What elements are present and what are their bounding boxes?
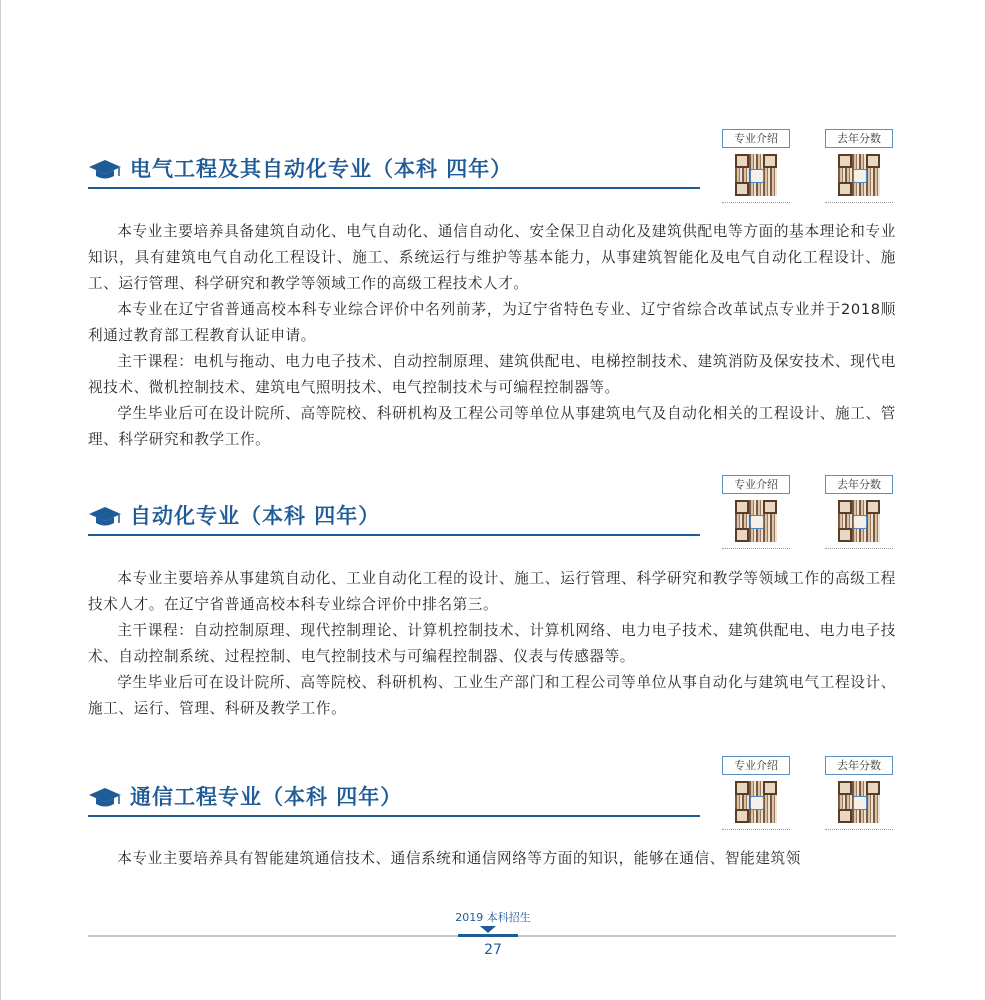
paragraph: 学生毕业后可在设计院所、高等院校、科研机构及工程公司等单位从事建筑电气及自动化相关的工程设计、施工、管理、科学研究和教学工作。 (88, 405, 896, 448)
qr-label: 专业介绍 (722, 756, 790, 775)
title-underline (88, 187, 700, 189)
qr-label: 专业介绍 (722, 129, 790, 148)
qr-major-intro[interactable] (722, 475, 790, 549)
qr-label: 专业介绍 (722, 475, 790, 494)
paragraph: 本专业主要培养从事建筑自动化、工业自动化工程的设计、施工、运行管理、科学研究和教学等领域工作的高级工程技术人才。在辽宁省普通高校本科专业综合评价中排名第三。 (88, 570, 896, 613)
title-underline (88, 815, 700, 817)
graduation-cap-icon (88, 787, 122, 809)
qr-last-year-scores[interactable] (825, 756, 893, 830)
paragraph: 本专业主要培养具有智能建筑通信技术、通信系统和通信网络等方面的知识，能够在通信、智能建筑领 (117, 850, 801, 867)
page-border-left (0, 0, 1, 1000)
section-title-row (88, 153, 700, 189)
footer-caption: 2019 本科招生 (455, 911, 531, 924)
graduation-cap-icon (88, 506, 122, 528)
qr-major-intro[interactable] (722, 129, 790, 203)
paragraph: 主干课程：电机与拖动、电力电子技术、自动控制原理、建筑供配电、电梯控制技术、建筑消防及保安技术、现代电视技术、微机控制技术、建筑电气照明技术、电气控制技术与可编程控制器等。 (88, 353, 896, 396)
section-title-row (88, 781, 700, 817)
paragraph: 学生毕业后可在设计院所、高等院校、科研机构、工业生产部门和工程公司等单位从事自动化与建筑电气工程设计、施工、运行、管理、科研及教学工作。 (88, 674, 896, 717)
section-title: 通信工程专业（本科 四年） (130, 785, 403, 809)
paragraph: 主干课程：自动控制原理、现代控制理论、计算机控制技术、计算机网络、电力电子技术、建筑供配电、电力电子技术、自动控制系统、过程控制、电气控制技术与可编程控制器、仪表与传感器等。 (88, 622, 896, 665)
qr-last-year-scores[interactable] (825, 129, 893, 203)
qr-code-icon[interactable] (735, 781, 777, 823)
qr-last-year-scores[interactable] (825, 475, 893, 549)
dotted-divider (825, 548, 893, 549)
qr-code-icon[interactable] (838, 781, 880, 823)
qr-code-icon[interactable] (838, 154, 880, 196)
dotted-divider (722, 548, 790, 549)
qr-label: 去年分数 (825, 756, 893, 775)
dotted-divider (722, 829, 790, 830)
paragraph: 本专业主要培养具备建筑自动化、电气自动化、通信自动化、安全保卫自动化及建筑供配电等方面的基本理论和专业知识，具有建筑电气自动化工程设计、施工、系统运行与维护等基本能力，从事建筑智能化及电气自动化工程设计、施工、运行管理、科学研究和教学等领域工作的高级工程技术人才。 (88, 223, 896, 292)
triangle-down-icon (480, 926, 496, 933)
section-title: 自动化专业（本科 四年） (130, 504, 381, 528)
qr-label: 去年分数 (825, 129, 893, 148)
dotted-divider (825, 202, 893, 203)
qr-label: 去年分数 (825, 475, 893, 494)
section-title: 电气工程及其自动化专业（本科 四年） (130, 157, 513, 181)
dotted-divider (825, 829, 893, 830)
paragraph: 本专业在辽宁省普通高校本科专业综合评价中名列前茅，为辽宁省特色专业、辽宁省综合改革试点专业并于2018顺利通过教育部工程教育认证申请。 (88, 301, 896, 344)
graduation-cap-icon (88, 159, 122, 181)
qr-code-icon[interactable] (838, 500, 880, 542)
title-underline (88, 534, 700, 536)
qr-code-icon[interactable] (735, 154, 777, 196)
qr-major-intro[interactable] (722, 756, 790, 830)
qr-code-icon[interactable] (735, 500, 777, 542)
footer-divider-accent (458, 934, 518, 937)
dotted-divider (722, 202, 790, 203)
page-number: 27 (484, 942, 502, 958)
section-title-row (88, 500, 700, 536)
